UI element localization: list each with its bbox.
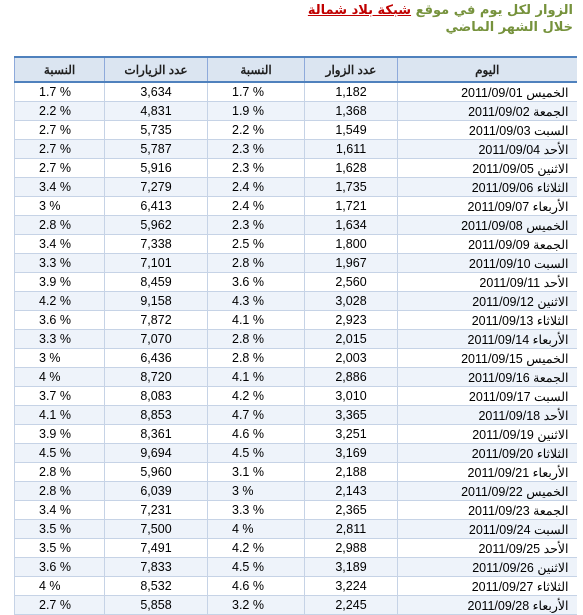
visitors-cell: 3,365 [305,406,398,425]
table-row [15,406,577,425]
table-row [15,349,577,368]
visitors-pct-cell: 3.6 % [208,273,305,292]
day-cell: الاثنين 2011/09/05 [398,159,577,178]
visitors-cell: 2,143 [305,482,398,501]
visitors-pct-cell: 2.2 % [208,121,305,140]
table-row [15,311,577,330]
day-cell: الخميس 2011/09/22 [398,482,577,501]
visits-cell: 9,694 [105,444,208,463]
table-row [15,482,577,501]
day-cell: الجمعة 2011/09/23 [398,501,577,520]
visits-cell: 4,831 [105,102,208,121]
day-cell: الأحد 2011/09/25 [398,539,577,558]
title-prefix: الزوار لكل يوم في موقع [415,3,573,18]
day-cell: الخميس 2011/09/15 [398,349,577,368]
visitors-cell: 3,028 [305,292,398,311]
visits-pct-cell: 3.7 % [15,387,105,406]
visitors-cell: 1,549 [305,121,398,140]
visitors-pct-cell: 4.1 % [208,311,305,330]
visitors-pct-cell: 3.2 % [208,596,305,615]
table-row [15,216,577,235]
table-header-row [15,57,577,82]
visitors-cell: 3,251 [305,425,398,444]
day-cell: الأربعاء 2011/09/28 [398,596,577,615]
site-name-link[interactable]: شبكة بلاد شمالة [307,3,412,18]
day-cell: السبت 2011/09/03 [398,121,577,140]
visitors-pct-cell: 2.4 % [208,197,305,216]
visits-cell: 5,962 [105,216,208,235]
day-cell: الثلاثاء 2011/09/27 [398,577,577,596]
table-row [15,577,577,596]
visits-cell: 7,500 [105,520,208,539]
visits-cell: 7,231 [105,501,208,520]
visits-pct-cell: 2.8 % [15,463,105,482]
day-cell: السبت 2011/09/24 [398,520,577,539]
visitors-cell: 3,189 [305,558,398,577]
table-row [15,140,577,159]
visits-cell: 5,735 [105,121,208,140]
visitors-pct-cell: 2.8 % [208,254,305,273]
visits-pct-cell: 2.7 % [15,596,105,615]
day-cell: الأحد 2011/09/11 [398,273,577,292]
visits-pct-cell: 3.4 % [15,235,105,254]
visitors-pct-cell: 2.3 % [208,216,305,235]
visitors-pct-cell: 1.9 % [208,102,305,121]
table-row [15,235,577,254]
visits-pct-cell: 3.5 % [15,520,105,539]
table-row [15,596,577,615]
visits-cell: 5,787 [105,140,208,159]
visits-cell: 7,833 [105,558,208,577]
visits-pct-cell: 2.8 % [15,482,105,501]
visitors-cell: 1,967 [305,254,398,273]
table-row [15,463,577,482]
day-cell: الخميس 2011/09/08 [398,216,577,235]
day-cell: الأربعاء 2011/09/21 [398,463,577,482]
visits-cell: 8,853 [105,406,208,425]
visits-pct-cell: 3.6 % [15,311,105,330]
visits-cell: 8,361 [105,425,208,444]
visits-cell: 6,039 [105,482,208,501]
visits-pct-cell: 2.2 % [15,102,105,121]
visits-cell: 3,634 [105,82,208,102]
visitors-cell: 2,811 [305,520,398,539]
day-cell: الخميس 2011/09/01 [398,82,577,102]
visitors-pct-cell: 4.6 % [208,425,305,444]
visitors-cell: 1,368 [305,102,398,121]
visitors-cell: 1,634 [305,216,398,235]
visitors-cell: 2,188 [305,463,398,482]
visitors-pct-cell: 2.3 % [208,159,305,178]
visitors-pct-cell: 4.6 % [208,577,305,596]
visits-pct-cell: 2.7 % [15,121,105,140]
daily-visitors-table [14,56,577,615]
title-line-1 [308,2,573,19]
visitors-cell: 1,800 [305,235,398,254]
visits-pct-cell: 3.9 % [15,425,105,444]
table-row [15,159,577,178]
visits-cell: 9,158 [105,292,208,311]
visits-cell: 7,101 [105,254,208,273]
visits-pct-cell: 3.5 % [15,539,105,558]
visits-pct-cell: 3.9 % [15,273,105,292]
visitors-cell: 2,560 [305,273,398,292]
visitors-cell: 2,886 [305,368,398,387]
table-row [15,121,577,140]
day-cell: السبت 2011/09/10 [398,254,577,273]
table-row [15,425,577,444]
visitors-pct-cell: 4 % [208,520,305,539]
visits-cell: 5,858 [105,596,208,615]
visitors-pct-cell: 3.1 % [208,463,305,482]
visits-pct-cell: 2.7 % [15,140,105,159]
report-title [308,2,573,36]
visits-cell: 5,916 [105,159,208,178]
visitors-cell: 1,182 [305,82,398,102]
visitors-pct-cell: 4.3 % [208,292,305,311]
table-row [15,82,577,102]
visits-cell: 8,459 [105,273,208,292]
visits-pct-cell: 4.5 % [15,444,105,463]
day-cell: السبت 2011/09/17 [398,387,577,406]
visitors-cell: 1,611 [305,140,398,159]
visits-pct-cell: 3.4 % [15,501,105,520]
visits-cell: 5,960 [105,463,208,482]
visits-cell: 6,413 [105,197,208,216]
day-cell: الثلاثاء 2011/09/20 [398,444,577,463]
visits-pct-cell: 3 % [15,197,105,216]
day-cell: الثلاثاء 2011/09/13 [398,311,577,330]
visitors-pct-cell: 2.3 % [208,140,305,159]
day-cell: الجمعة 2011/09/16 [398,368,577,387]
visits-cell: 7,872 [105,311,208,330]
table-row [15,368,577,387]
table-row [15,254,577,273]
table-row [15,539,577,558]
visitors-pct-cell: 2.8 % [208,349,305,368]
visitors-cell: 1,721 [305,197,398,216]
visits-cell: 7,070 [105,330,208,349]
visits-cell: 7,491 [105,539,208,558]
visitors-pct-cell: 4.2 % [208,539,305,558]
table-row [15,330,577,349]
visits-cell: 7,338 [105,235,208,254]
visitors-cell: 2,245 [305,596,398,615]
visits-pct-cell: 2.8 % [15,216,105,235]
visitors-cell: 2,988 [305,539,398,558]
visitors-pct-cell: 3 % [208,482,305,501]
day-cell: الاثنين 2011/09/26 [398,558,577,577]
visits-cell: 7,279 [105,178,208,197]
visits-pct-cell: 4 % [15,368,105,387]
visitors-pct-cell: 4.2 % [208,387,305,406]
header-visitors: عدد الزوار [305,57,398,82]
visitors-cell: 1,628 [305,159,398,178]
visitors-pct-cell: 3.3 % [208,501,305,520]
table-row [15,520,577,539]
header-visits-pct: النسبة [15,57,105,82]
visits-pct-cell: 3 % [15,349,105,368]
visitors-pct-cell: 2.8 % [208,330,305,349]
visits-pct-cell: 2.7 % [15,159,105,178]
visitors-pct-cell: 2.5 % [208,235,305,254]
visitors-pct-cell: 4.5 % [208,558,305,577]
visits-cell: 8,083 [105,387,208,406]
visits-pct-cell: 4 % [15,577,105,596]
day-cell: الاثنين 2011/09/19 [398,425,577,444]
table-row [15,102,577,121]
visitors-cell: 2,003 [305,349,398,368]
visits-cell: 8,532 [105,577,208,596]
visits-pct-cell: 4.1 % [15,406,105,425]
visits-pct-cell: 4.2 % [15,292,105,311]
visits-pct-cell: 3.3 % [15,330,105,349]
day-cell: الأحد 2011/09/18 [398,406,577,425]
visits-pct-cell: 3.6 % [15,558,105,577]
visitors-cell: 3,169 [305,444,398,463]
visits-cell: 6,436 [105,349,208,368]
visits-cell: 8,720 [105,368,208,387]
visitors-pct-cell: 2.4 % [208,178,305,197]
table-row [15,387,577,406]
title-line-2: خلال الشهر الماضي [445,20,573,35]
day-cell: الجمعة 2011/09/02 [398,102,577,121]
header-visits: عدد الزيارات [105,57,208,82]
visitors-pct-cell: 4.7 % [208,406,305,425]
day-cell: الجمعة 2011/09/09 [398,235,577,254]
table-row [15,292,577,311]
table-row [15,273,577,292]
visits-pct-cell: 1.7 % [15,82,105,102]
visitors-pct-cell: 1.7 % [208,82,305,102]
header-visitors-pct: النسبة [208,57,305,82]
visitors-pct-cell: 4.1 % [208,368,305,387]
visitors-cell: 2,923 [305,311,398,330]
table-row [15,444,577,463]
table-row [15,178,577,197]
day-cell: الاثنين 2011/09/12 [398,292,577,311]
visitors-cell: 2,365 [305,501,398,520]
table-row [15,558,577,577]
visits-pct-cell: 3.3 % [15,254,105,273]
table-row [15,197,577,216]
day-cell: الأربعاء 2011/09/07 [398,197,577,216]
table-body [15,82,577,615]
visitors-pct-cell: 4.5 % [208,444,305,463]
visitors-cell: 2,015 [305,330,398,349]
day-cell: الثلاثاء 2011/09/06 [398,178,577,197]
visitors-cell: 1,735 [305,178,398,197]
table-row [15,501,577,520]
day-cell: الأربعاء 2011/09/14 [398,330,577,349]
visitors-cell: 3,224 [305,577,398,596]
visitors-cell: 3,010 [305,387,398,406]
visits-pct-cell: 3.4 % [15,178,105,197]
header-day: اليوم [398,57,577,82]
day-cell: الأحد 2011/09/04 [398,140,577,159]
